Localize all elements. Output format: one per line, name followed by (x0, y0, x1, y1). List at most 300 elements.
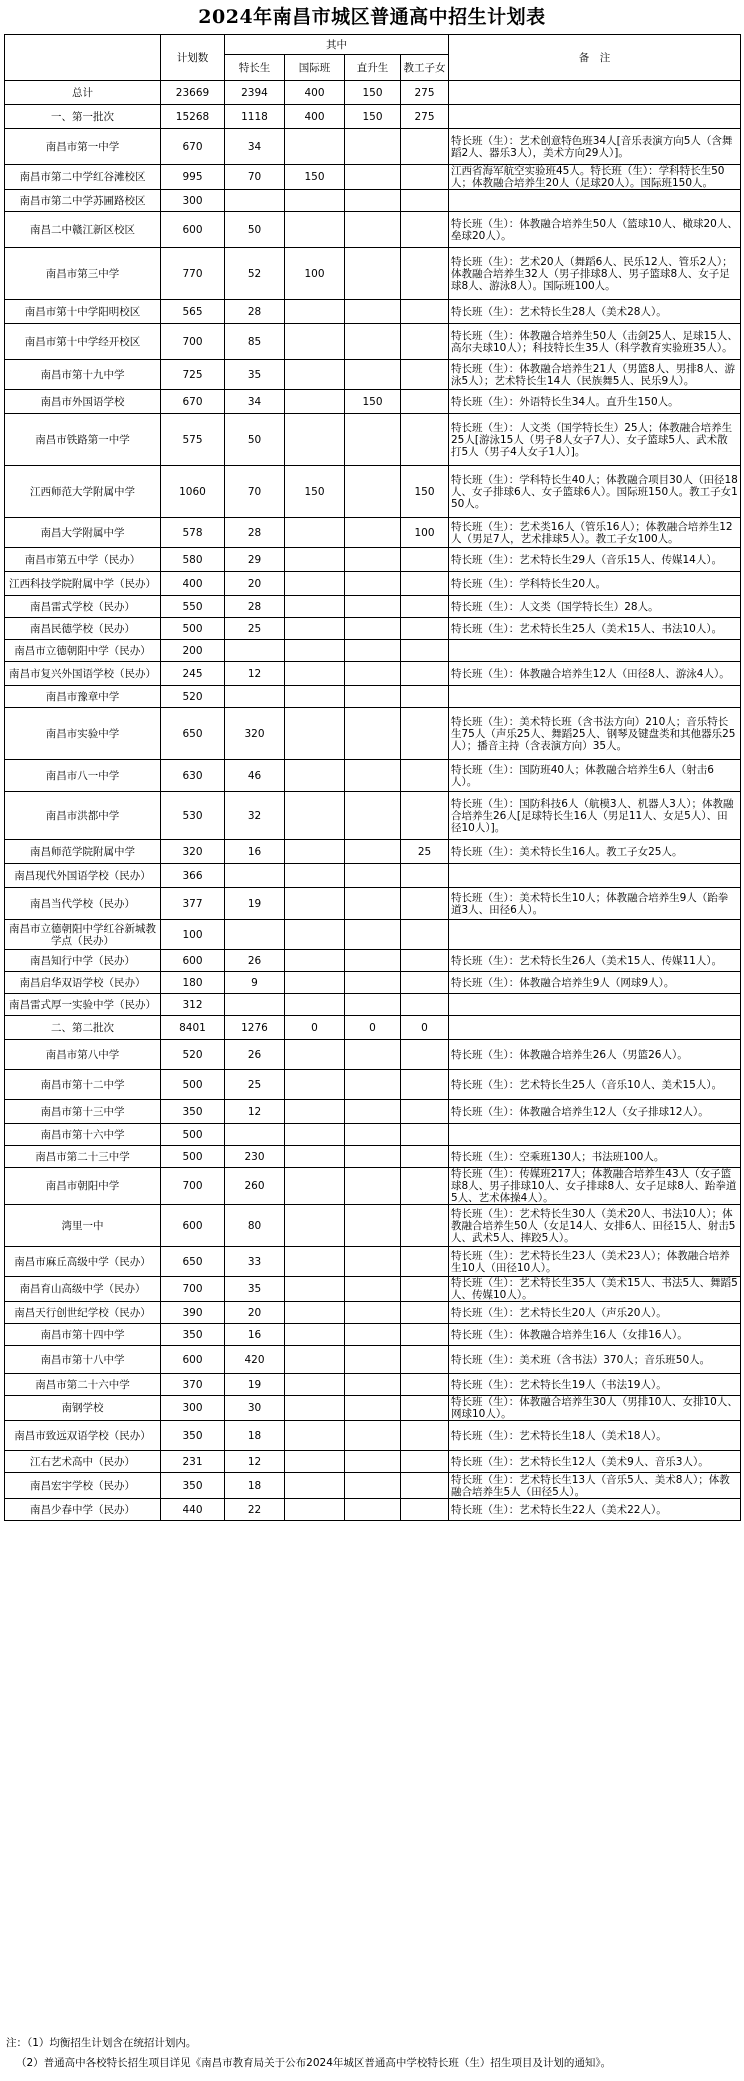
plan-count: 600 (161, 212, 225, 248)
intl-count (285, 1205, 345, 1247)
direct-count (345, 972, 401, 994)
direct-count (345, 212, 401, 248)
special-count: 28 (225, 518, 285, 548)
plan-count: 8401 (161, 1016, 225, 1040)
school-name: 南昌市立德朝阳中学红谷新城教学点（民办） (5, 920, 161, 950)
intl-count (285, 950, 345, 972)
plan-count: 366 (161, 864, 225, 888)
workers-count (401, 920, 449, 950)
school-name: 南昌二中赣江新区校区 (5, 212, 161, 248)
remarks (449, 1016, 741, 1040)
special-count: 34 (225, 129, 285, 165)
plan-count: 100 (161, 920, 225, 950)
plan-count: 377 (161, 888, 225, 920)
workers-count (401, 1302, 449, 1324)
remarks: 特长班（生）：艺术特长生23人（美术23人）；体教融合培养生10人（田径10人）。 (449, 1247, 741, 1277)
intl-count (285, 190, 345, 212)
intl-count (285, 1247, 345, 1277)
remarks: 特长班（生）：艺术特长生20人（声乐20人）。 (449, 1302, 741, 1324)
direct-count (345, 1396, 401, 1421)
remarks: 特长班（生）：艺术创意特色班34人[音乐表演方向5人（含舞蹈2人、器乐3人），美术方向29人）]。 (449, 129, 741, 165)
intl-count (285, 618, 345, 640)
special-count: 16 (225, 1324, 285, 1346)
special-count (225, 920, 285, 950)
intl-count: 400 (285, 81, 345, 105)
school-name: 南昌雷式厚一实验中学（民办） (5, 994, 161, 1016)
header-remarks: 备 注 (449, 35, 741, 81)
workers-count (401, 1070, 449, 1100)
remarks: 特长班（生）：美术特长班（含书法方向）210人；音乐特长生75人（声乐25人、舞蹈25人、钢琴及键盘类和其他器乐25人）；播音主持（含表演方向）35人。 (449, 708, 741, 760)
school-name: 江西科技学院附属中学（民办） (5, 572, 161, 596)
table-row (5, 300, 741, 324)
special-count: 260 (225, 1168, 285, 1205)
intl-count (285, 888, 345, 920)
workers-count (401, 708, 449, 760)
table-row (5, 972, 741, 994)
plan-count: 1060 (161, 466, 225, 518)
intl-count (285, 518, 345, 548)
direct-count (345, 1124, 401, 1146)
remarks: 特长班（生）：艺术特长生35人（美术15人、书法5人、舞蹈5人、传媒10人）。 (449, 1277, 741, 1302)
school-name: 南昌市第二中学红谷滩校区 (5, 165, 161, 190)
workers-count (401, 1346, 449, 1374)
workers-count (401, 414, 449, 466)
table-row (5, 1346, 741, 1374)
direct-count (345, 248, 401, 300)
table-row (5, 840, 741, 864)
plan-count: 500 (161, 1070, 225, 1100)
table-row (5, 1324, 741, 1346)
special-count: 26 (225, 1040, 285, 1070)
intl-count (285, 1302, 345, 1324)
table-row (5, 1124, 741, 1146)
direct-count (345, 708, 401, 760)
direct-count (345, 1302, 401, 1324)
intl-count (285, 994, 345, 1016)
workers-count (401, 1396, 449, 1421)
school-name: 南昌雷式学校（民办） (5, 596, 161, 618)
table-row (5, 950, 741, 972)
special-count: 50 (225, 414, 285, 466)
remarks (449, 864, 741, 888)
plan-count: 600 (161, 1346, 225, 1374)
special-count: 52 (225, 248, 285, 300)
special-count: 20 (225, 1302, 285, 1324)
direct-count: 150 (345, 81, 401, 105)
plan-count: 700 (161, 1168, 225, 1205)
table-row (5, 1205, 741, 1247)
workers-count (401, 686, 449, 708)
direct-count (345, 1421, 401, 1451)
special-count: 12 (225, 1451, 285, 1473)
remarks: 特长班（生）：体教融合培养生12人（女子排球12人）。 (449, 1100, 741, 1124)
remarks: 特长班（生）：体教融合培养生50人（篮球10人、橄球20人、垒球20人）。 (449, 212, 741, 248)
direct-count (345, 190, 401, 212)
school-name: 南昌市致远双语学校（民办） (5, 1421, 161, 1451)
direct-count (345, 994, 401, 1016)
workers-count (401, 662, 449, 686)
school-name: 南昌市第二十六中学 (5, 1374, 161, 1396)
special-count: 25 (225, 1070, 285, 1100)
school-name: 南昌市第十四中学 (5, 1324, 161, 1346)
workers-count (401, 212, 449, 248)
intl-count (285, 324, 345, 360)
workers-count (401, 190, 449, 212)
school-name: 南昌市实验中学 (5, 708, 161, 760)
school-name: 湾里一中 (5, 1205, 161, 1247)
school-name: 南昌少春中学（民办） (5, 1499, 161, 1521)
remarks: 江西省海军航空实验班45人。特长班（生）：学科特长生50人；体教融合培养生20人（足球20人）。国际班150人。 (449, 165, 741, 190)
special-count: 30 (225, 1396, 285, 1421)
remarks: 特长班（生）：体教融合培养生26人（男篮26人）。 (449, 1040, 741, 1070)
workers-count (401, 1168, 449, 1205)
intl-count (285, 840, 345, 864)
school-name: 南昌市第五中学（民办） (5, 548, 161, 572)
table-row (5, 1451, 741, 1473)
school-name: 南昌市外国语学校 (5, 390, 161, 414)
direct-count (345, 1473, 401, 1499)
direct-count: 150 (345, 105, 401, 129)
header-direct: 直升生 (345, 55, 401, 81)
intl-count (285, 1070, 345, 1100)
special-count: 35 (225, 360, 285, 390)
workers-count (401, 1324, 449, 1346)
plan-count: 770 (161, 248, 225, 300)
remarks (449, 994, 741, 1016)
plan-count: 630 (161, 760, 225, 792)
workers-count (401, 300, 449, 324)
plan-count: 600 (161, 1205, 225, 1247)
direct-count (345, 1040, 401, 1070)
intl-count: 400 (285, 105, 345, 129)
workers-count (401, 248, 449, 300)
direct-count (345, 1277, 401, 1302)
school-name: 南昌市第十中学经开校区 (5, 324, 161, 360)
school-name: 南昌天行创世纪学校（民办） (5, 1302, 161, 1324)
special-count: 25 (225, 618, 285, 640)
workers-count (401, 165, 449, 190)
school-name: 南昌当代学校（民办） (5, 888, 161, 920)
direct-count (345, 888, 401, 920)
school-name: 南昌市第一中学 (5, 129, 161, 165)
special-count (225, 190, 285, 212)
remarks: 特长班（生）：体教融合培养生50人（击剑25人、足球15人、高尔夫球10人）；科技特长生35人（科学教育实验班35人）。 (449, 324, 741, 360)
workers-count (401, 994, 449, 1016)
special-count: 12 (225, 1100, 285, 1124)
workers-count (401, 1451, 449, 1473)
special-count: 35 (225, 1277, 285, 1302)
plan-count: 180 (161, 972, 225, 994)
school-name: 南昌市立德朝阳中学（民办） (5, 640, 161, 662)
workers-count: 150 (401, 466, 449, 518)
direct-count (345, 1346, 401, 1374)
plan-count: 15268 (161, 105, 225, 129)
direct-count (345, 596, 401, 618)
workers-count: 0 (401, 1016, 449, 1040)
intl-count (285, 414, 345, 466)
remarks: 特长班（生）：艺术特长生26人（美术15人、传媒11人）。 (449, 950, 741, 972)
special-count (225, 864, 285, 888)
plan-count: 700 (161, 324, 225, 360)
workers-count (401, 360, 449, 390)
remarks (449, 1124, 741, 1146)
table-row (5, 1016, 741, 1040)
plan-count: 300 (161, 190, 225, 212)
intl-count (285, 792, 345, 840)
page-title: 2024年南昌市城区普通高中招生计划表 (198, 6, 546, 28)
school-name: 南昌市第十九中学 (5, 360, 161, 390)
school-name: 南昌市豫章中学 (5, 686, 161, 708)
table-row (5, 81, 741, 105)
school-name: 南钢学校 (5, 1396, 161, 1421)
table-row (5, 360, 741, 390)
intl-count (285, 1324, 345, 1346)
intl-count (285, 1346, 345, 1374)
workers-count (401, 1277, 449, 1302)
plan-count: 200 (161, 640, 225, 662)
table-row (5, 129, 741, 165)
table-row (5, 165, 741, 190)
plan-count: 700 (161, 1277, 225, 1302)
plan-count: 500 (161, 1146, 225, 1168)
plan-count: 520 (161, 686, 225, 708)
direct-count (345, 360, 401, 390)
school-name: 二、第二批次 (5, 1016, 161, 1040)
table-row (5, 1168, 741, 1205)
table-row (5, 548, 741, 572)
school-name: 南昌大学附属中学 (5, 518, 161, 548)
direct-count (345, 920, 401, 950)
table-row (5, 1040, 741, 1070)
intl-count (285, 1146, 345, 1168)
intl-count: 0 (285, 1016, 345, 1040)
table-row (5, 414, 741, 466)
remarks (449, 686, 741, 708)
direct-count (345, 950, 401, 972)
school-name: 南昌宏宇学校（民办） (5, 1473, 161, 1499)
plan-count: 300 (161, 1396, 225, 1421)
direct-count (345, 792, 401, 840)
direct-count (345, 840, 401, 864)
plan-count: 23669 (161, 81, 225, 105)
plan-count: 725 (161, 360, 225, 390)
direct-count (345, 1100, 401, 1124)
direct-count (345, 1168, 401, 1205)
school-name: 南昌市第十六中学 (5, 1124, 161, 1146)
remarks: 特长班（生）：体教融合培养生16人（女排16人）。 (449, 1324, 741, 1346)
intl-count (285, 1374, 345, 1396)
workers-count (401, 972, 449, 994)
plan-count: 440 (161, 1499, 225, 1521)
workers-count: 275 (401, 81, 449, 105)
intl-count (285, 1124, 345, 1146)
school-name: 南昌育山高级中学（民办） (5, 1277, 161, 1302)
direct-count (345, 618, 401, 640)
plan-count: 500 (161, 618, 225, 640)
remarks (449, 81, 741, 105)
table-row (5, 1247, 741, 1277)
remarks: 特长班（生）：艺术特长生22人（美术22人）。 (449, 1499, 741, 1521)
intl-count (285, 662, 345, 686)
school-name: 南昌市第十三中学 (5, 1100, 161, 1124)
remarks: 特长班（生）：美术特长生10人；体教融合培养生9人（跆拳道3人、田径6人）。 (449, 888, 741, 920)
workers-count (401, 1374, 449, 1396)
special-count: 320 (225, 708, 285, 760)
special-count: 26 (225, 950, 285, 972)
school-name: 南昌市麻丘高级中学（民办） (5, 1247, 161, 1277)
intl-count (285, 390, 345, 414)
remarks: 特长班（生）：国防科技6人（航模3人、机器人3人）；体教融合培养生26人[足球特长生16人（男足11人、女足5人）、田径10人）]。 (449, 792, 741, 840)
intl-count (285, 1421, 345, 1451)
table-row (5, 1302, 741, 1324)
intl-count (285, 1499, 345, 1521)
special-count: 16 (225, 840, 285, 864)
plan-count: 350 (161, 1100, 225, 1124)
remarks: 特长班（生）：艺术特长生18人（美术18人）。 (449, 1421, 741, 1451)
header-among: 其中 (225, 35, 449, 55)
remarks: 特长班（生）：外语特长生34人。直升生150人。 (449, 390, 741, 414)
school-name: 江西师范大学附属中学 (5, 466, 161, 518)
remarks: 特长班（生）：体教融合培养生9人（网球9人）。 (449, 972, 741, 994)
remarks: 特长班（生）：艺术特长生19人（书法19人）。 (449, 1374, 741, 1396)
special-count: 80 (225, 1205, 285, 1247)
remarks (449, 105, 741, 129)
school-name: 南昌市朝阳中学 (5, 1168, 161, 1205)
remarks: 特长班（生）：艺术特长生29人（音乐15人、传媒14人）。 (449, 548, 741, 572)
remarks: 特长班（生）：艺术特长生30人（美术20人、书法10人）；体教融合培养生50人（女足14人、女排6人、田径15人、射击5人、武术5人、摔跤5人）。 (449, 1205, 741, 1247)
direct-count: 150 (345, 390, 401, 414)
school-name: 南昌启华双语学校（民办） (5, 972, 161, 994)
intl-count (285, 1473, 345, 1499)
table-row (5, 1499, 741, 1521)
table-row (5, 1473, 741, 1499)
workers-count (401, 1473, 449, 1499)
table-row (5, 888, 741, 920)
plan-count: 670 (161, 129, 225, 165)
plan-count: 650 (161, 708, 225, 760)
plan-count: 390 (161, 1302, 225, 1324)
special-count: 19 (225, 1374, 285, 1396)
school-name: 南昌知行中学（民办） (5, 950, 161, 972)
table-row (5, 1396, 741, 1421)
remarks: 特长班（生）：艺术特长生25人（美术15人、书法10人）。 (449, 618, 741, 640)
plan-count: 245 (161, 662, 225, 686)
direct-count (345, 1070, 401, 1100)
special-count: 70 (225, 165, 285, 190)
intl-count (285, 212, 345, 248)
remarks: 特长班（生）：人文类（国学特长生）28人。 (449, 596, 741, 618)
direct-count (345, 1247, 401, 1277)
plan-count: 500 (161, 1124, 225, 1146)
special-count: 33 (225, 1247, 285, 1277)
plan-count: 312 (161, 994, 225, 1016)
intl-count: 100 (285, 248, 345, 300)
workers-count: 100 (401, 518, 449, 548)
workers-count (401, 1247, 449, 1277)
workers-count (401, 596, 449, 618)
remarks: 特长班（生）：美术班（含书法）370人；音乐班50人。 (449, 1346, 741, 1374)
table-row (5, 662, 741, 686)
table-row (5, 686, 741, 708)
table-row (5, 1277, 741, 1302)
workers-count (401, 950, 449, 972)
school-name: 南昌市第二中学苏圃路校区 (5, 190, 161, 212)
plan-count: 565 (161, 300, 225, 324)
plan-count: 320 (161, 840, 225, 864)
table-row (5, 248, 741, 300)
special-count: 1118 (225, 105, 285, 129)
table-row (5, 1146, 741, 1168)
footnote-2: （2）普通高中各校特长招生项目详见《南昌市教育局关于公布2024年城区普通高中学校特长班（生）招生项目及计划的通知》。 (16, 2057, 612, 2069)
direct-count (345, 324, 401, 360)
intl-count (285, 686, 345, 708)
remarks: 特长班（生）：艺术特长生12人（美术9人、音乐3人）。 (449, 1451, 741, 1473)
school-name: 南昌市铁路第一中学 (5, 414, 161, 466)
direct-count (345, 864, 401, 888)
workers-count (401, 129, 449, 165)
direct-count (345, 686, 401, 708)
special-count: 230 (225, 1146, 285, 1168)
remarks (449, 920, 741, 950)
direct-count (345, 518, 401, 548)
intl-count (285, 300, 345, 324)
table-row (5, 792, 741, 840)
remarks: 特长班（生）：国防班40人；体教融合培养生6人（射击6人）。 (449, 760, 741, 792)
intl-count (285, 640, 345, 662)
table-row (5, 640, 741, 662)
plan-count: 530 (161, 792, 225, 840)
special-count: 46 (225, 760, 285, 792)
intl-count: 150 (285, 165, 345, 190)
header-workers: 教工子女 (401, 55, 449, 81)
workers-count (401, 760, 449, 792)
remarks: 特长班（生）：体教融合培养生30人（男排10人、女排10人、网球10人）。 (449, 1396, 741, 1421)
special-count: 19 (225, 888, 285, 920)
special-count (225, 686, 285, 708)
direct-count (345, 662, 401, 686)
direct-count (345, 414, 401, 466)
table-row (5, 572, 741, 596)
table-row (5, 518, 741, 548)
table-row (5, 324, 741, 360)
remarks (449, 190, 741, 212)
table-row (5, 190, 741, 212)
workers-count (401, 618, 449, 640)
header-intl: 国际班 (285, 55, 345, 81)
direct-count (345, 1324, 401, 1346)
footnote-1: 注：（1）均衡招生计划含在统招计划内。 (6, 2037, 197, 2049)
intl-count (285, 708, 345, 760)
school-name: 一、第一批次 (5, 105, 161, 129)
plan-count: 995 (161, 165, 225, 190)
intl-count (285, 1168, 345, 1205)
intl-count (285, 972, 345, 994)
enrollment-plan-table (4, 34, 741, 1521)
workers-count (401, 1146, 449, 1168)
direct-count (345, 640, 401, 662)
special-count: 50 (225, 212, 285, 248)
plan-count: 400 (161, 572, 225, 596)
special-count: 28 (225, 300, 285, 324)
plan-count: 350 (161, 1324, 225, 1346)
remarks: 特长班（生）：体教融合培养生21人（男篮8人、男排8人、游泳5人）；艺术特长生14人（民族舞5人、民乐9人）。 (449, 360, 741, 390)
direct-count (345, 300, 401, 324)
workers-count: 275 (401, 105, 449, 129)
special-count: 12 (225, 662, 285, 686)
intl-count (285, 360, 345, 390)
remarks: 特长班（生）：艺术20人（舞蹈6人、民乐12人、管乐2人）；体教融合培养生32人（男子排球8人、男子篮球8人、女子足球8人、游泳8人）。国际班100人。 (449, 248, 741, 300)
header-school-blank (5, 35, 161, 81)
